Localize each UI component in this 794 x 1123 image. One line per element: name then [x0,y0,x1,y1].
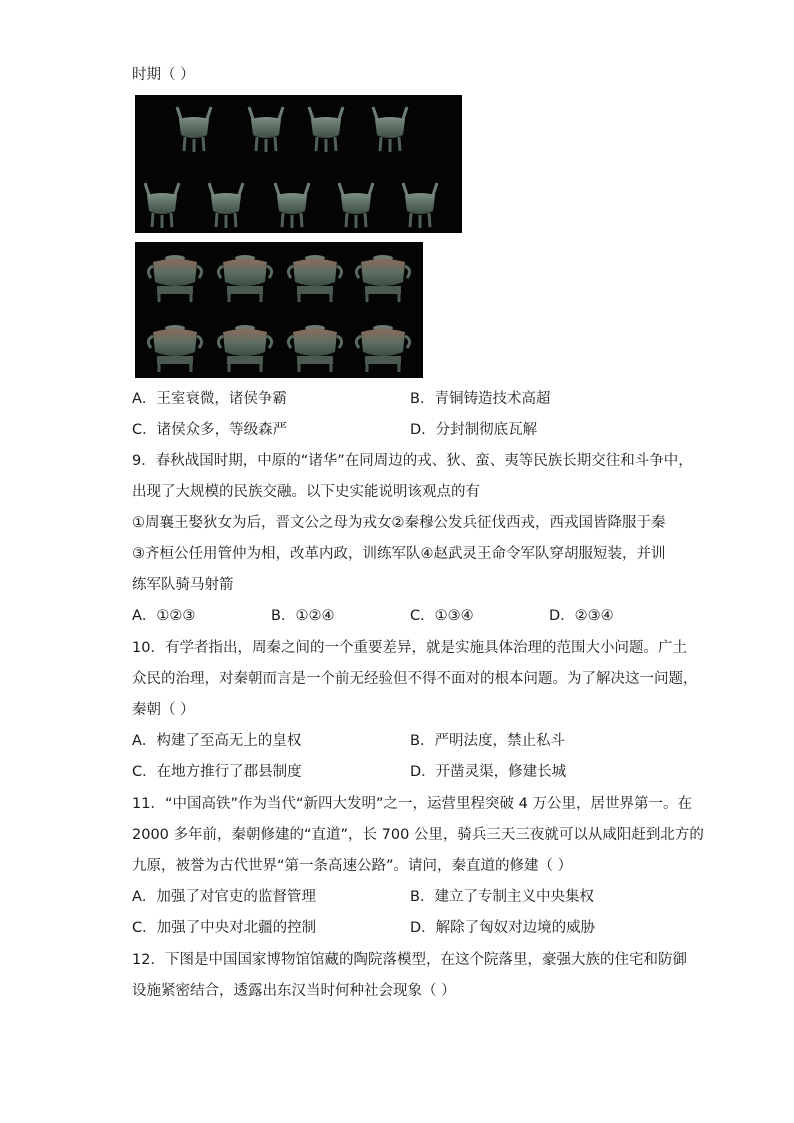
q8-option-a: A．王室衰微，诸侯争霸 [132,391,287,407]
ding-vessel [177,107,211,152]
ding-vessel [275,183,309,228]
q11-line-3: 九原，被誉为古代世界“第一条高速公路”。请问，秦直道的修建（ ） [132,858,573,874]
q11-option-a: A．加强了对官吏的监督管理 [132,889,316,905]
ding-vessel [309,107,343,152]
q9-line-5: 练军队骑马射箭 [132,577,234,593]
q9-line-1: 9．春秋战国时期，中原的“诸华”在同周边的戎、狄、蛮、夷等民族长期交往和斗争中， [132,453,693,469]
q9-option-b: B．①②④ [271,608,335,624]
q8-option-b: B．青铜铸造技术高超 [410,391,551,407]
q11-option-b: B．建立了专制主义中央集权 [410,889,594,905]
q8-stem-tail: 时期（ ） [132,67,195,83]
ding-vessel [339,183,373,228]
q10-option-d: D．开凿灵渠，修建长城 [410,764,567,780]
ding-vessel [249,107,283,152]
gui-vessel [356,255,409,302]
gui-vessel [148,255,201,302]
ding-vessel [209,183,243,228]
ding-vessels-svg [135,95,462,233]
q9-line-3: ①周襄王娶狄女为后，晋文公之母为戎女②秦穆公发兵征伐西戎，西戎国皆降服于秦 [132,515,666,531]
q11-option-c: C．加强了中央对北疆的控制 [132,920,317,936]
q10-option-a: A．构建了至高无上的皇权 [132,733,302,749]
q10-option-b: B．严明法度，禁止私斗 [410,733,565,749]
gui-vessel [148,325,201,372]
q11-option-d: D．解除了匈奴对边境的威胁 [410,920,596,936]
q12-line-1: 12．下图是中国国家博物馆馆藏的陶院落模型，在这个院落里，豪强大族的住宅和防御 [132,952,687,968]
q10-line-2: 众民的治理，对秦朝而言是一个前无经验但不得不面对的根本问题。为了解决这一问题， [132,671,698,687]
q9-option-a: A．①②③ [132,608,196,624]
q10-line-1: 10．有学者指出，周秦之间的一个重要差异，就是实施具体治理的范围大小问题。广土 [132,640,687,656]
ding-vessel [145,183,179,228]
gui-vessel [288,255,341,302]
gui-vessel [288,325,341,372]
ding-vessel [373,107,407,152]
q11-line-1: 11．“中国高铁”作为当代“新四大发明”之一，运营里程突破 4 万公里，居世界第一。在 [132,796,692,812]
q11-line-2: 2000 多年前，秦朝修建的“直道”，长 700 公里，骑兵三天三夜就可以从咸阳赶到北方的 [132,827,704,843]
q9-option-c: C．①③④ [410,608,474,624]
q8-option-d: D．分封制彻底瓦解 [410,422,538,438]
q9-line-4: ③齐桓公任用管仲为相，改革内政，训练军队④赵武灵王命令军队穿胡服短装，并训 [132,546,666,562]
q9-option-d: D．②③④ [549,608,614,624]
ding-photo [135,95,462,233]
q12-line-2: 设施紧密结合，透露出东汉当时何种社会现象（ ） [132,983,456,999]
ding-vessel [403,183,437,228]
gui-vessel [356,325,409,372]
q10-line-3: 秦朝（ ） [132,702,195,718]
gui-vessel [218,255,271,302]
gui-photo [135,242,423,378]
q8-option-c: C．诸侯众多，等级森严 [132,422,288,438]
gui-vessels-svg [135,242,423,378]
q9-line-2: 出现了大规模的民族交融。以下史实能说明该观点的有 [132,484,480,500]
q10-option-c: C．在地方推行了郡县制度 [132,764,302,780]
gui-vessel [218,325,271,372]
